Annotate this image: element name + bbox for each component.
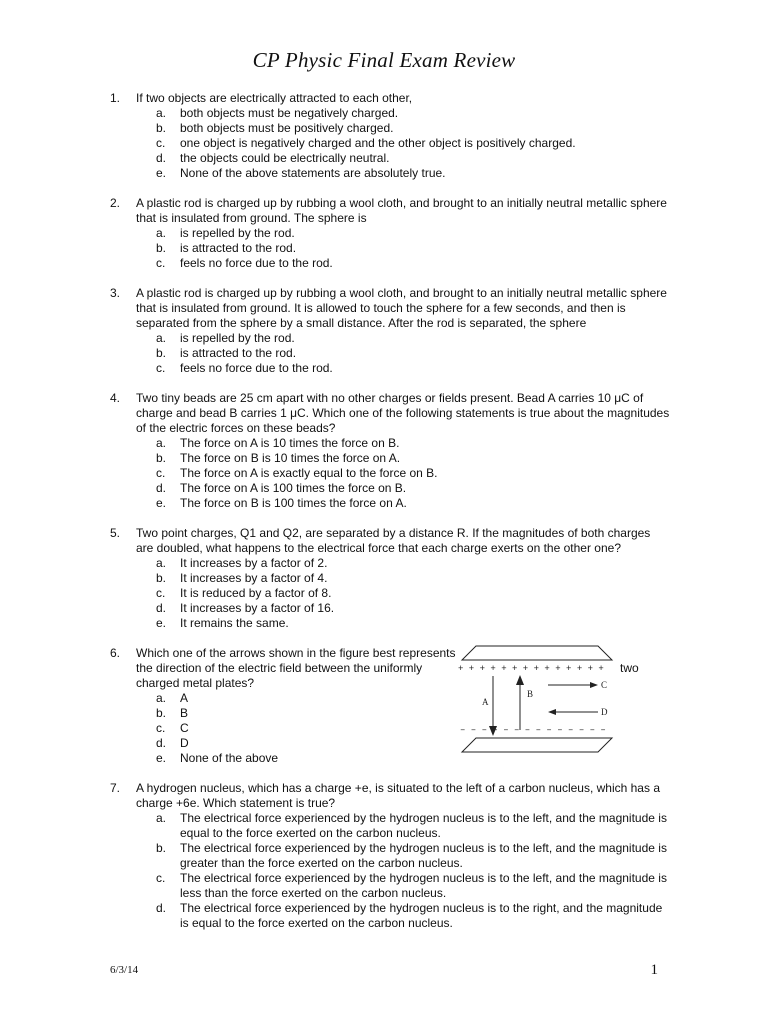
question-3 — [110, 286, 670, 376]
question-7 — [110, 781, 670, 931]
option-letter: e. — [156, 751, 167, 765]
option-letter: a. — [156, 226, 167, 240]
option — [156, 241, 670, 256]
option — [156, 136, 670, 151]
option-letter: e. — [156, 496, 167, 510]
question-number: 3. — [110, 286, 121, 300]
footer-date: 6/3/14 — [110, 964, 139, 976]
option-text: The force on A is 100 times the force on B. — [180, 481, 407, 495]
option-text: The electrical force experienced by the hydrogen nucleus is to the right, and the magnitude is equal to the force exerted on the carbon nucleus. — [180, 901, 663, 930]
option-letter: a. — [156, 811, 167, 825]
option-text: The force on A is exactly equal to the force on B. — [180, 466, 438, 480]
option — [156, 166, 670, 181]
option-text: one object is negatively charged and the other object is positively charged. — [180, 136, 576, 150]
option-letter: c. — [156, 721, 166, 735]
option-list — [156, 691, 476, 766]
option-text: The force on B is 10 times the force on A. — [180, 451, 401, 465]
option — [156, 871, 670, 901]
question-list — [110, 91, 670, 946]
bottom-plate-charges: – – – – – – – – – – – – – – — [460, 725, 606, 735]
option-text: It is reduced by a factor of 8. — [180, 586, 332, 600]
page-title: CP Physic Final Exam Review — [252, 48, 516, 72]
question-number: 4. — [110, 391, 121, 405]
question-stem: Two tiny beads are 25 cm apart with no other charges or fields present. Bead A carries 10 μC of charge and bead B carries 1 μC. Which one of the following statements is true about the magnitudes of the electric forces on these beads? — [136, 391, 670, 435]
option-letter: c. — [156, 466, 166, 480]
option — [156, 346, 670, 361]
option — [156, 556, 670, 571]
option — [156, 736, 476, 751]
option-letter: a. — [156, 106, 167, 120]
option-text: is repelled by the rod. — [180, 226, 295, 240]
option-text: both objects must be negatively charged. — [180, 106, 399, 120]
option-text: is repelled by the rod. — [180, 331, 295, 345]
option-text: The electrical force experienced by the hydrogen nucleus is to the left, and the magnitude is greater than the force exerted on the carbon nucleus. — [180, 841, 667, 870]
option-list — [156, 811, 670, 931]
option — [156, 331, 670, 346]
question-stem-trailing: two — [620, 661, 639, 675]
question-number: 1. — [110, 91, 121, 105]
option-letter: a. — [156, 331, 167, 345]
question-stem: Two point charges, Q1 and Q2, are separated by a distance R. If the magnitudes of both charges are doubled, what happens to the electrical force that each charge exerts on the other one? — [136, 526, 651, 555]
option-text: None of the above — [180, 751, 279, 765]
option-letter: c. — [156, 361, 166, 375]
option-letter: d. — [156, 601, 167, 615]
option-letter: a. — [156, 556, 167, 570]
option — [156, 466, 670, 481]
question-1 — [110, 91, 670, 181]
option-letter: a. — [156, 436, 167, 450]
question-number: 5. — [110, 526, 121, 540]
option — [156, 751, 476, 766]
option-letter: b. — [156, 346, 167, 360]
arrow-c-head — [590, 682, 598, 688]
option-letter: b. — [156, 571, 167, 585]
option-letter: e. — [156, 616, 167, 630]
option-letter: c. — [156, 136, 166, 150]
arrow-b-label: B — [527, 689, 534, 699]
option-text: is attracted to the rod. — [180, 346, 297, 360]
option — [156, 226, 670, 241]
option-letter: c. — [156, 586, 166, 600]
option-letter: c. — [156, 871, 166, 885]
option — [156, 361, 670, 376]
question-number: 7. — [110, 781, 121, 795]
arrow-a-label: A — [482, 697, 489, 707]
option-text: The force on B is 100 times the force on A. — [180, 496, 407, 510]
question-2 — [110, 196, 670, 271]
arrow-d-head — [548, 709, 556, 715]
option — [156, 256, 670, 271]
option-letter: b. — [156, 451, 167, 465]
arrow-c-label: C — [601, 680, 608, 690]
option-list — [156, 226, 670, 271]
question-stem: Which one of the arrows shown in the figure best represents the direction of the electric field between the uniformly charged metal plates? — [136, 646, 456, 690]
option — [156, 601, 670, 616]
option-list — [156, 556, 670, 631]
option-text: It increases by a factor of 16. — [180, 601, 335, 615]
option-text: The electrical force experienced by the hydrogen nucleus is to the left, and the magnitude is equal to the force exerted on the carbon nucleus. — [180, 811, 667, 840]
top-plate — [462, 646, 612, 660]
option-letter: b. — [156, 706, 167, 720]
option-text: feels no force due to the rod. — [180, 361, 333, 375]
option-list — [156, 436, 670, 511]
option-letter: d. — [156, 736, 167, 750]
option — [156, 841, 670, 871]
option-text: the objects could be electrically neutral. — [180, 151, 390, 165]
charged-plates-figure — [450, 642, 620, 754]
question-5 — [110, 526, 670, 631]
question-stem: A plastic rod is charged up by rubbing a wool cloth, and brought to an initially neutral metallic sphere that is insulated from ground. It is allowed to touch the sphere for a few seconds, and then is separated from the sphere by a small distance. After the rod is separated, the sphere — [136, 286, 667, 330]
option — [156, 691, 476, 706]
option-text: The electrical force experienced by the hydrogen nucleus is to the left, and the magnitude is less than the force exerted on the carbon nucleus. — [180, 871, 667, 900]
option-text: It remains the same. — [180, 616, 289, 630]
option — [156, 106, 670, 121]
option — [156, 481, 670, 496]
option — [156, 586, 670, 601]
question-stem: A hydrogen nucleus, which has a charge +e, is situated to the left of a carbon nucleus, which has a charge +6e. Which statement is true? — [136, 781, 660, 810]
option — [156, 451, 670, 466]
option-letter: d. — [156, 151, 167, 165]
option-list — [156, 331, 670, 376]
arrow-d-label: D — [601, 707, 608, 717]
option-letter: b. — [156, 841, 167, 855]
option — [156, 121, 670, 136]
question-number: 6. — [110, 646, 121, 660]
option-text: A — [180, 691, 189, 705]
option-text: The force on A is 10 times the force on B. — [180, 436, 400, 450]
option — [156, 151, 670, 166]
page-number: 1 — [650, 962, 658, 978]
arrow-b-head — [516, 675, 524, 685]
bottom-plate — [462, 738, 612, 752]
option-letter: e. — [156, 166, 167, 180]
option-letter: a. — [156, 691, 167, 705]
option — [156, 901, 670, 931]
option-text: both objects must be positively charged. — [180, 121, 394, 135]
option — [156, 496, 670, 511]
option-letter: b. — [156, 241, 167, 255]
question-number: 2. — [110, 196, 121, 210]
option — [156, 721, 476, 736]
option-text: None of the above statements are absolutely true. — [180, 166, 446, 180]
option-text: feels no force due to the rod. — [180, 256, 333, 270]
option-list — [156, 106, 670, 181]
option-text: D — [180, 736, 189, 750]
option — [156, 811, 670, 841]
option — [156, 706, 476, 721]
option-letter: c. — [156, 256, 166, 270]
option-letter: d. — [156, 901, 167, 915]
option — [156, 616, 670, 631]
option-text: is attracted to the rod. — [180, 241, 297, 255]
option-text: It increases by a factor of 4. — [180, 571, 328, 585]
option-text: B — [180, 706, 189, 720]
question-stem: If two objects are electrically attracted to each other, — [136, 91, 413, 105]
option-text: It increases by a factor of 2. — [180, 556, 328, 570]
question-4 — [110, 391, 670, 511]
option-text: C — [180, 721, 189, 735]
question-6 — [110, 646, 670, 766]
option — [156, 436, 670, 451]
question-stem: A plastic rod is charged up by rubbing a wool cloth, and brought to an initially neutral metallic sphere that is insulated from ground. The sphere is — [136, 196, 667, 225]
top-plate-charges: + + + + + + + + + + + + + + — [458, 664, 604, 674]
option — [156, 571, 670, 586]
option-letter: b. — [156, 121, 167, 135]
option-letter: d. — [156, 481, 167, 495]
